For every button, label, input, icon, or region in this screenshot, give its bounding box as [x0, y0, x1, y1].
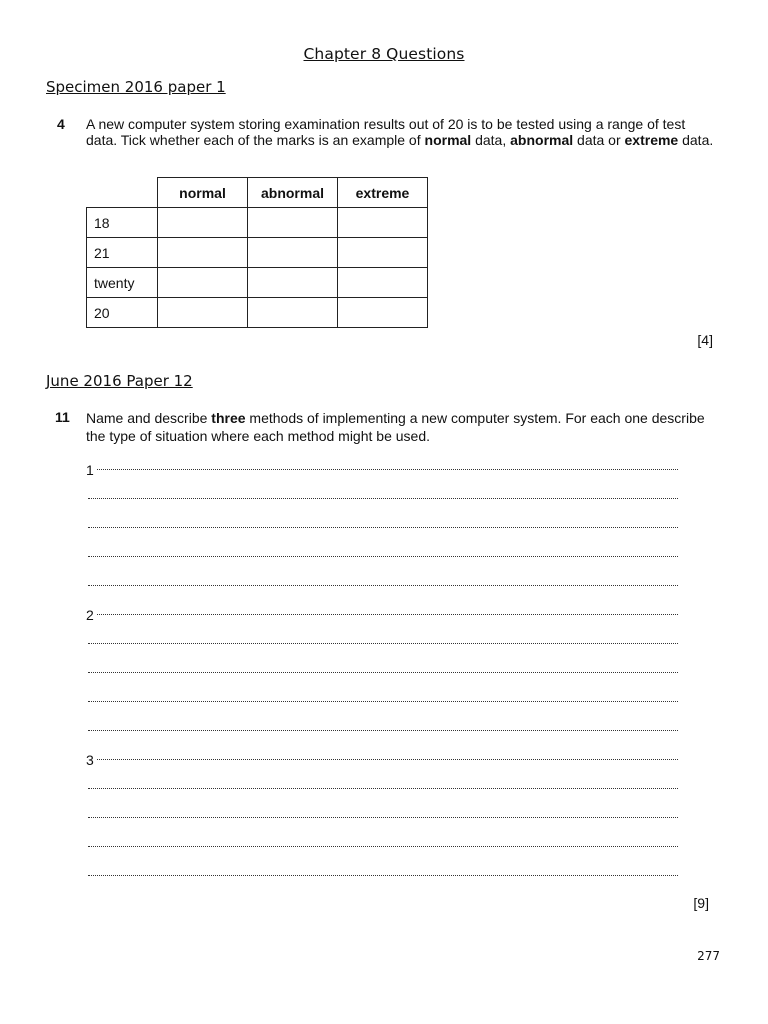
table-corner: [87, 178, 158, 208]
row-label: 18: [87, 208, 158, 238]
question-text-part: three: [211, 410, 246, 426]
answer-number: 2: [86, 607, 94, 623]
section-heading-june: June 2016 Paper 12: [46, 372, 193, 390]
marks-allocation: [4]: [697, 332, 713, 348]
tick-cell[interactable]: [158, 268, 248, 298]
question-text-part: data,: [471, 132, 511, 148]
answer-line[interactable]: [88, 526, 678, 528]
tick-cell[interactable]: [248, 298, 338, 328]
question-text-part: normal: [424, 132, 472, 148]
tick-cell[interactable]: [338, 298, 428, 328]
question-text-part: extreme: [624, 132, 679, 148]
tick-cell[interactable]: [338, 238, 428, 268]
question-text-part: abnormal: [510, 132, 574, 148]
answer-line[interactable]: [88, 584, 678, 586]
answer-line[interactable]: [88, 497, 678, 499]
answer-line[interactable]: [88, 642, 678, 644]
question-text-part: A new computer system storing examination results out of 20 is to be tested using a range of test data. Tick whether each of the marks is an example of: [86, 116, 686, 148]
table-row: [87, 298, 428, 328]
question-text: [86, 116, 718, 148]
data-type-table: [86, 177, 428, 328]
page-number: 277: [697, 949, 720, 963]
column-header: normal: [158, 178, 248, 208]
question-text-part: Name and describe: [86, 410, 212, 426]
tick-cell[interactable]: [158, 238, 248, 268]
question-text: [86, 409, 726, 445]
tick-cell[interactable]: [158, 208, 248, 238]
question-text-part: data or: [573, 132, 625, 148]
table-row: [87, 268, 428, 298]
answer-line[interactable]: [88, 787, 678, 789]
tick-cell[interactable]: [248, 238, 338, 268]
tick-cell[interactable]: [158, 298, 248, 328]
row-label: 21: [87, 238, 158, 268]
question-text-part: data.: [678, 132, 714, 148]
table-row: [87, 238, 428, 268]
column-header: abnormal: [248, 178, 338, 208]
tick-cell[interactable]: [248, 268, 338, 298]
row-label: 20: [87, 298, 158, 328]
answer-line[interactable]: [88, 758, 678, 760]
tick-cell[interactable]: [338, 208, 428, 238]
answer-line[interactable]: [88, 555, 678, 557]
answer-line[interactable]: [88, 468, 678, 470]
answer-line[interactable]: [88, 729, 678, 731]
question-text-part: methods of implementing a new computer system. For each one describe the type of situation where each method might be used.: [86, 410, 705, 444]
column-header: extreme: [338, 178, 428, 208]
marks-allocation: [9]: [693, 895, 709, 911]
section-heading-specimen: Specimen 2016 paper 1: [46, 78, 226, 96]
question-number: 4: [57, 116, 65, 132]
answer-line[interactable]: [88, 874, 678, 876]
page-title: Chapter 8 Questions: [303, 45, 465, 63]
answer-line[interactable]: [88, 845, 678, 847]
table-row: [87, 208, 428, 238]
table-header-row: [87, 178, 428, 208]
answer-number: 3: [86, 752, 94, 768]
answer-line[interactable]: [88, 816, 678, 818]
answer-line[interactable]: [88, 613, 678, 615]
answer-number: 1: [86, 462, 94, 478]
tick-cell[interactable]: [338, 268, 428, 298]
answer-line[interactable]: [88, 671, 678, 673]
tick-cell[interactable]: [248, 208, 338, 238]
row-label: twenty: [87, 268, 158, 298]
answer-line[interactable]: [88, 700, 678, 702]
question-number: 11: [55, 409, 70, 425]
